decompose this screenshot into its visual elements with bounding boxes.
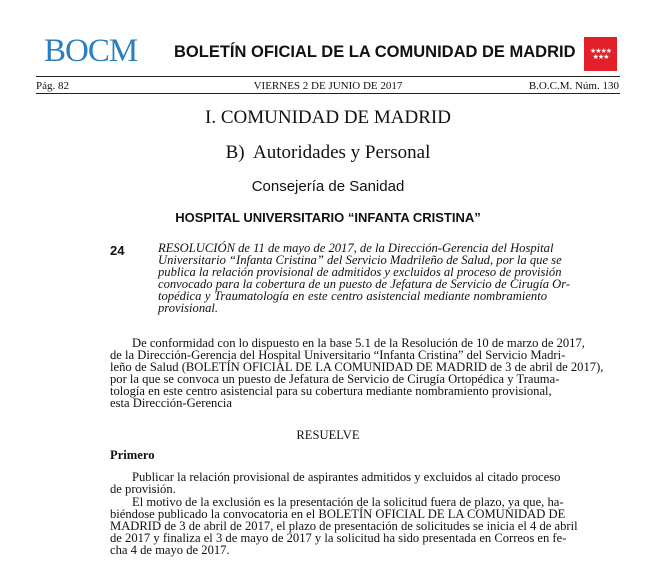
item-number: 24 <box>110 243 125 258</box>
text-line: convocado para la cobertura de un puesto de Jefatura de Servicio de Cirugía Or- <box>158 277 571 291</box>
text-line: MADRID de 3 de abril de 2017, el plazo de presentación de solicitudes se inicia el 4 de abril <box>110 519 578 533</box>
resuelve-heading: RESUELVE <box>296 428 360 442</box>
text-line: De conformidad con lo dispuesto en la base 5.1 de la Resolución de 10 de marzo de 2017, <box>132 336 585 350</box>
text-line: provisional. <box>158 301 219 315</box>
bocm-logo: BOCM <box>44 33 138 69</box>
text-line: Publicar la relación provisional de aspirantes admitidos y excluidos al citado proceso <box>132 470 561 484</box>
text-line: de 2017 y finaliza el 3 de mayo de 2017 y la solicitud ha sido presentada en Correos en fe- <box>110 531 567 545</box>
primero-heading: Primero <box>110 448 155 462</box>
text-line: Universitario “Infanta Cristina” del Servicio Madrileño de Salud, por la que se <box>158 253 562 267</box>
paragraph-2 <box>110 495 578 557</box>
subsection-heading: B) Autoridades y Personal <box>225 142 431 163</box>
text-line: RESOLUCIÓN de 11 de mayo de 2017, de la Dirección-Gerencia del Hospital <box>158 241 554 255</box>
text-line: El motivo de la exclusión es la presentación de la solicitud fuera de plazo, ya que, ha- <box>132 495 564 509</box>
text-line: esta Dirección-Gerencia <box>110 396 233 410</box>
text-line: tología en este centro asistencial para su cobertura mediante nombramiento provisional, <box>110 384 552 398</box>
department-heading: Consejería de Sanidad <box>251 178 405 195</box>
paragraph-1 <box>110 470 561 496</box>
header-rule <box>36 76 620 77</box>
text-line: topédica y Traumatología en este centro asistencial mediante nombramiento <box>158 289 547 303</box>
publication-title: BOLETÍN OFICIAL DE LA COMUNIDAD DE MADRID <box>174 43 576 61</box>
text-line: leño de Salud (BOLETÍN OFICIAL DE LA COMUNIDAD DE MADRID de 3 de abril de 2017), <box>110 360 604 374</box>
text-line: biéndose publicado la convocatoria en el BOLETÍN OFICIAL DE LA COMUNIDAD DE <box>110 507 566 521</box>
text-line: por la que se convoca un puesto de Jefatura de Servicio de Cirugía Ortopédica y Trauma- <box>110 372 560 386</box>
resolution-summary <box>158 241 571 315</box>
meta-rule <box>36 93 620 94</box>
madrid-flag-icon: ★★★★ ★★★ <box>584 37 617 71</box>
text-line: cha 4 de mayo de 2017. <box>110 543 230 557</box>
text-line: publica la relación provisional de admitidos y excluidos al proceso de provisión <box>158 265 562 279</box>
section-heading: I. COMUNIDAD DE MADRID <box>205 107 451 128</box>
text-line: de la Dirección-Gerencia del Hospital Universitario “Infanta Cristina” del Servicio Madri- <box>110 348 566 362</box>
intro-paragraph <box>110 336 604 410</box>
issue-date: VIERNES 2 DE JUNIO DE 2017 <box>253 80 403 92</box>
text-line: de provisión. <box>110 482 176 496</box>
page-number: Pág. 82 <box>36 80 69 92</box>
entity-heading: HOSPITAL UNIVERSITARIO “INFANTA CRISTINA” <box>175 210 481 225</box>
issue-number: B.O.C.M. Núm. 130 <box>528 80 619 92</box>
